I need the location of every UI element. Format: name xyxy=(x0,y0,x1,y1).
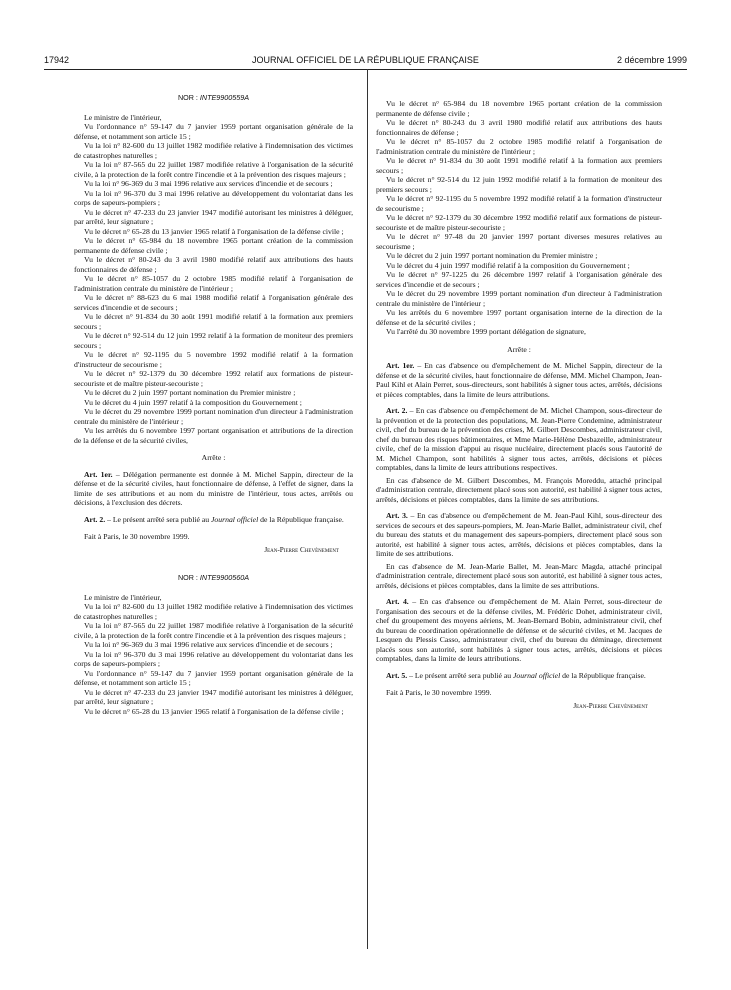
arrete-heading: Arrête : xyxy=(507,344,531,354)
visa-line: Vu le décret n° 47-233 du 23 janvier 1947 modifié autorisant les ministres à déléguer, par arrêté, leur signature ; xyxy=(74,207,353,226)
article-text: – En cas d'absence ou d'empêchement de M. Michel Sappin, directeur de la défense et de la sécurité civiles, haut fonctionnaire de défense, MM. Michel Champon, Jean-Paul Kihl et Alain Perret, sous-directeurs, sont habilités à signer tous actes, arrêtés, décisions et pièces comptables, dans la limite de leurs attributions. xyxy=(376,361,662,399)
decree-opening: Le ministre de l'intérieur, xyxy=(84,592,162,602)
visa-line: Vu les arrêtés du 6 novembre 1997 portant organisation interne de la direction de la défense et de la sécurité civiles ; xyxy=(376,308,662,327)
nor-reference-1 xyxy=(74,93,353,103)
visa-line: Vu l'ordonnance n° 59-147 du 7 janvier 1959 portant organisation générale de la défense, et notamment son article 15 ; xyxy=(74,668,353,687)
journal-title: JOURNAL OFFICIEL DE LA RÉPUBLIQUE FRANÇAISE xyxy=(252,55,479,65)
nor-prefix: NOR : xyxy=(177,573,200,582)
page-header xyxy=(44,53,687,69)
visa-line: Vu la loi n° 82-600 du 13 juillet 1982 modifiée relative à l'indemnisation des victimes de catastrophes naturelles ; xyxy=(74,602,353,621)
visa-line: Vu le décret n° 92-1195 du 5 novembre 1992 modifié relatif à la formation d'instructeur de secourisme ; xyxy=(74,350,353,369)
visa-line: Vu le décret du 4 juin 1997 modifié relatif à la composition du Gouvernement ; xyxy=(386,260,630,270)
nor-code: INTE9900559A xyxy=(199,93,250,102)
journal-name: Journal officiel xyxy=(513,670,561,680)
visa-line: Vu le décret n° 85-1057 du 2 octobre 1985 modifié relatif à l'organisation de l'administration centrale du ministère de l'intérieur ; xyxy=(74,274,353,293)
article-text: – Délégation permanente est donnée à M. Michel Sappin, directeur de la défense et de la sécurité civiles, haut fonctionnaire de défense, à l'effet de signer, dans la limite de ses attributions et au nom du ministre de l'intérieur, tous actes, arrêtés ou décisions, à l'exclusion des décrets. xyxy=(74,469,353,507)
article-text: – En cas d'absence ou d'empêchement de M. Michel Champon, sous-directeur de la prévention et de la protection des populations, M. Jean-Pierre Condemine, administrateur civil, chef du bureau de la prévention des crises, M. Gilbert Descombes, administrateur civil, chef du bureau des risques bâtimentaires, et Mme Marie-Hélène Desbazeille, administrateur civile, chef de la mission d'appui au risque nucléaire, directement placés sous l'autorité de M. Michel Champon, sont habilités à signer tous actes, arrêtés, décisions et pièces comptables, dans la limite de leurs attributions respectives. xyxy=(376,406,663,472)
article-paragraph: En cas d'absence de M. Jean-Marie Ballet, M. Jean-Marc Magda, attaché principal d'administration centrale, directement placé sous son autorité, est habilité à signer tous actes, arrêtés, décisions et pièces comptables, dans la limite de ses attributions. xyxy=(376,561,662,590)
visa-line: Vu le décret n° 91-834 du 30 août 1991 modifié relatif à la formation aux premiers secours ; xyxy=(74,312,353,331)
visa-line: Vu le décret du 2 juin 1997 portant nomination du Premier ministre ; xyxy=(84,388,296,397)
nor-reference-2 xyxy=(74,573,353,583)
article-label: Art. 5. xyxy=(386,670,408,680)
article-label: Art. 2. xyxy=(386,406,408,415)
decree-2-start xyxy=(74,573,353,716)
article-text: de la République française. xyxy=(560,670,646,680)
article-text: – Le présent arrêté sera publié au xyxy=(105,514,212,524)
signature: Jean-Pierre Chevènement xyxy=(264,545,339,554)
article-text: – En cas d'absence ou d'empêchement de M. Alain Perret, sous-directeur de l'organisation des secours et de la défense civiles, M. Frédéric Dohet, administrateur civil, chef du groupement des moyens aériens, M. Jean-Bernard Bobin, administrateur civil, chef du bureau de coordination opérationnelle de défense et de sécurité civiles, et M. Jacques de Lesquen du Plessis Casso, administrateur civil, chef du bureau du déminage, directement placés sous son autorité, sont habilités à signer tous actes, arrêtés, décisions et pièces comptables, dans la limite de leurs attributions. xyxy=(376,597,662,663)
header-rule xyxy=(44,69,687,70)
page-number: 17942 xyxy=(44,55,70,65)
visa-line: Vu le décret n° 92-1195 du 5 novembre 1992 modifié relatif à la formation d'instructeur de secourisme ; xyxy=(376,194,662,213)
visa-line: Vu le décret n° 65-984 du 18 novembre 1965 portant création de la commission permanente de défense civile ; xyxy=(376,99,662,118)
visa-line: Vu le décret du 29 novembre 1999 portant nomination d'un directeur à l'administration centrale du ministère de l'intérieur ; xyxy=(74,407,353,426)
visa-line: Vu le décret n° 92-1379 du 30 décembre 1992 relatif aux formations de pisteur-secouriste et de maître pisteur-secouriste ; xyxy=(74,369,353,388)
article xyxy=(376,671,662,681)
arrete-heading: Arrête : xyxy=(201,453,226,462)
visa-line: Vu le décret n° 97-1225 du 26 décembre 1997 relatif à l'organisation générale des services d'incendie et de secours ; xyxy=(376,270,662,289)
visas-list xyxy=(376,99,662,337)
visas-list xyxy=(74,602,353,716)
article xyxy=(74,515,353,525)
visa-line: Vu le décret n° 91-834 du 30 août 1991 modifié relatif à la formation aux premiers secours ; xyxy=(376,156,662,175)
visa-line: Vu les arrêtés du 6 novembre 1997 portant organisation et attributions de la direction de la défense et de la sécurité civiles, xyxy=(74,426,353,445)
decree-opening: Le ministre de l'intérieur, xyxy=(84,112,162,122)
visa-line: Vu le décret n° 47-233 du 23 janvier 1947 modifié autorisant les ministres à déléguer, par arrêté, leur signature ; xyxy=(74,687,353,706)
article xyxy=(376,597,662,664)
articles-list xyxy=(74,470,353,508)
article xyxy=(376,406,662,473)
visa-line: Vu la loi n° 82-600 du 13 juillet 1982 modifiée relative à l'indemnisation des victimes de catastrophes naturelles ; xyxy=(74,141,353,160)
fait-a-paris: Fait à Paris, le 30 novembre 1999. xyxy=(84,532,190,541)
article-paragraph: En cas d'absence de M. Gilbert Descombes, M. François Moreddu, attaché principal d'administration centrale, directement placé sous son autorité, est habilité à signer tous actes, arrêtés, décisions et pièces comptables, dans la limite de ses attributions. xyxy=(376,475,662,504)
visa-line: Vu le décret n° 65-984 du 18 novembre 1965 portant création de la commission permanente de défense civile ; xyxy=(74,236,353,255)
visa-line: Vu la loi n° 96-369 du 3 mai 1996 relative aux services d'incendie et de secours ; xyxy=(84,179,333,188)
column-separator xyxy=(367,69,368,949)
fait-a-paris: Fait à Paris, le 30 novembre 1999. xyxy=(386,688,492,697)
visa-line: Vu la loi n° 96-369 du 3 mai 1996 relative aux services d'incendie et de secours ; xyxy=(84,640,333,649)
visa-line: Vu le décret n° 92-514 du 12 juin 1992 modifié relatif à la formation de moniteur des premiers secours ; xyxy=(376,175,662,194)
visa-line: Vu le décret n° 80-243 du 3 avril 1980 modifié relatif aux attributions des hauts fonctionnaires de défense ; xyxy=(74,255,353,274)
visa-line: Vu le décret n° 85-1057 du 2 octobre 1985 modifié relatif à l'organisation de l'administration centrale du ministère de l'intérieur ; xyxy=(376,137,662,156)
visa-line: Vu l'arrêté du 30 novembre 1999 portant délégation de signature, xyxy=(386,327,586,336)
visa-line: Vu le décret du 4 juin 1997 relatif à la composition du Gouvernement ; xyxy=(84,397,302,407)
article-label: Art. 1er. xyxy=(386,361,415,370)
visa-line: Vu la loi n° 96-370 du 3 mai 1996 relative au développement du volontariat dans les corps de sapeurs-pompiers ; xyxy=(74,649,353,668)
visa-line: Vu le décret du 29 novembre 1999 portant nomination d'un directeur à l'administration centrale du ministère de l'intérieur ; xyxy=(376,289,662,308)
nor-code: INTE9900560A xyxy=(199,573,250,582)
issue-date: 2 décembre 1999 xyxy=(616,55,687,65)
visa-line: Vu l'ordonnance n° 59-147 du 7 janvier 1959 portant organisation générale de la défense, et notamment son article 15 ; xyxy=(74,122,353,141)
article-text: – En cas d'absence ou d'empêchement de M. Jean-Paul Kihl, sous-directeur des services de secours et des sapeurs-pompiers, M. Jean-Marie Ballet, administrateur civil, chef du bureau des statuts et du management des sapeurs-pompiers, directement placé sous son autorité, est habilité à signer tous actes, arrêtés, décisions et pièces comptables, dans la limite de ses attributions. xyxy=(376,511,662,558)
visa-line: Vu le décret n° 80-243 du 3 avril 1980 modifié relatif aux attributions des hauts fonctionnaires de défense ; xyxy=(376,118,662,137)
visa-line: Vu la loi n° 96-370 du 3 mai 1996 relative au développement du volontariat dans les corps de sapeurs-pompiers ; xyxy=(74,188,353,207)
article-text: de la République française. xyxy=(258,514,344,524)
left-column xyxy=(74,93,353,716)
article-label: Art. 1er. xyxy=(84,469,113,479)
visas-list xyxy=(74,122,353,445)
article-label: Art. 4. xyxy=(386,597,409,606)
visa-line: Vu le décret du 2 juin 1997 portant nomination du Premier ministre ; xyxy=(386,251,598,260)
article-label: Art. 3. xyxy=(386,511,408,520)
visa-line: Vu le décret n° 92-1379 du 30 décembre 1992 modifié relatif aux formations de pisteur-secouriste et de maître pisteur-secouriste ; xyxy=(376,213,662,232)
article xyxy=(376,361,662,399)
visa-line: Vu le décret n° 65-28 du 13 janvier 1965 relatif à l'organisation de la défense civile ; xyxy=(84,706,344,716)
journal-name: Journal officiel xyxy=(211,514,259,524)
visa-line: Vu le décret n° 88-623 du 6 mai 1988 modifié relatif à l'organisation générale des services d'incendie et de secours ; xyxy=(74,293,353,312)
article-label: Art. 2. xyxy=(84,514,106,524)
visa-line: Vu la loi n° 87-565 du 22 juillet 1987 modifiée relative à l'organisation de la sécurité civile, à la protection de la forêt contre l'incendie et à la prévention des risques majeurs ; xyxy=(74,160,353,179)
article-text: – Le présent arrêté sera publié au xyxy=(407,670,514,680)
visa-line: Vu le décret n° 97-48 du 20 janvier 1997 portant diverses mesures relatives au secourisme ; xyxy=(376,232,662,251)
visa-line: Vu le décret n° 65-28 du 13 janvier 1965 relatif à l'organisation de la défense civile ; xyxy=(84,226,344,236)
article xyxy=(376,511,662,559)
visa-line: Vu la loi n° 87-565 du 22 juillet 1987 modifiée relative à l'organisation de la sécurité civile, à la protection de la forêt contre l'incendie et à la prévention des risques majeurs ; xyxy=(74,621,353,640)
article xyxy=(74,470,353,508)
right-column xyxy=(376,99,662,711)
visa-line: Vu le décret n° 92-514 du 12 juin 1992 relatif à la formation de moniteur des premiers secours ; xyxy=(74,331,353,350)
signature: Jean-Pierre Chevènement xyxy=(573,701,648,710)
nor-prefix: NOR : xyxy=(177,93,200,102)
articles-list xyxy=(376,361,662,664)
